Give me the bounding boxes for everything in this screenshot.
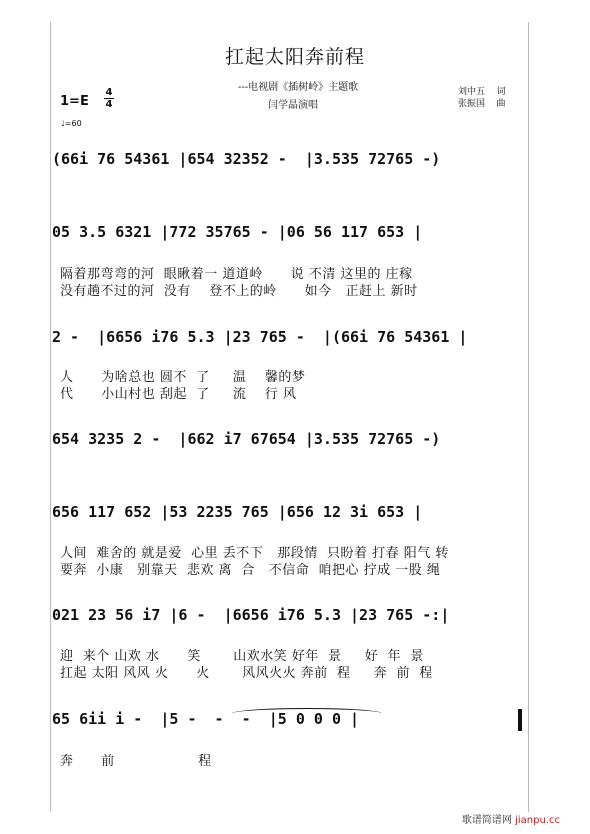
time-signature-bottom: 4 [105,99,113,110]
notation-line-3: 2 - |6656 i76 5.3 |23 765 - |(66i 76 54361 | [52,328,468,346]
composer-role: 曲 [496,99,506,109]
time-signature-top: 4 [105,87,113,98]
notation-line-6: 021 23 56 i7 |6 - |6656 i76 5.3 |23 765 -:| [52,606,450,624]
notation-line-5: 656 117 652 |53 2235 765 |656 12 3i 653 | [52,503,423,521]
lyric-line-7: 奔 前 程 [60,754,212,769]
final-barline [518,709,522,731]
lyric-line-5a: 人间 难舍的 就是爱 心里 丢不下 那段情 只盼着 打春 阳气 转 [60,546,449,561]
song-title: 扛起太阳奔前程 [224,46,365,68]
author-credits [458,86,505,110]
page-frame-left [50,22,51,812]
lyric-line-2a: 隔着那弯弯的河 眼瞅着一 道道岭 说 不清 这里的 庄稼 [60,267,413,282]
lyric-line-5b: 要奔 小康 别靠天 悲欢 离 合 不信命 咱把心 拧成 一股 绳 [60,563,441,578]
page-frame-right [528,22,529,812]
lyric-line-6a: 迎 来个 山欢 水 笑 山欢水笑 好年 景 好 年 景 [60,649,424,664]
site-name: 歌谱简谱网 [461,815,512,826]
notation-line-2: 05 3.5 6321 |772 35765 - |06 56 117 653 | [52,223,423,241]
lyric-line-3a: 人 为啥总也 圆不 了 温 馨的梦 [60,370,306,385]
key-signature: 1=E [60,94,89,109]
lyric-line-6b: 扛起 太阳 风风 火 火 风风火火 奔前 程 奔 前 程 [60,666,433,681]
lyricist-role: 词 [496,87,506,97]
notation-line-4: 654 3235 2 - |662 i7 67654 |3.535 72765 -) [52,430,441,448]
lyric-line-2b: 没有趟不过的河 没有 登不上的岭 如今 正赶上 新时 [60,284,418,299]
lyricist-row [458,86,505,98]
composer-row [458,98,505,110]
time-signature [104,87,114,110]
lyricist-name: 刘中五 [458,87,486,97]
composer-name: 张振国 [458,99,486,109]
lyric-line-3b: 代 小山村也 刮起 了 流 行 风 [60,387,297,402]
singer-credit: 闫学晶演唱 [268,100,318,111]
notation-line-7: 65 6ii i - |5 - - - |5 0 0 0 | [52,710,360,728]
song-subtitle: ---电视剧《插树岭》主题歌 [238,82,359,93]
notation-line-1: (66i 76 54361 |654 32352 - |3.535 72765 -) [52,150,441,168]
site-watermark [462,811,560,826]
tempo-marking: ♩=60 [61,119,82,128]
site-domain: jianpu.cc [515,815,560,826]
